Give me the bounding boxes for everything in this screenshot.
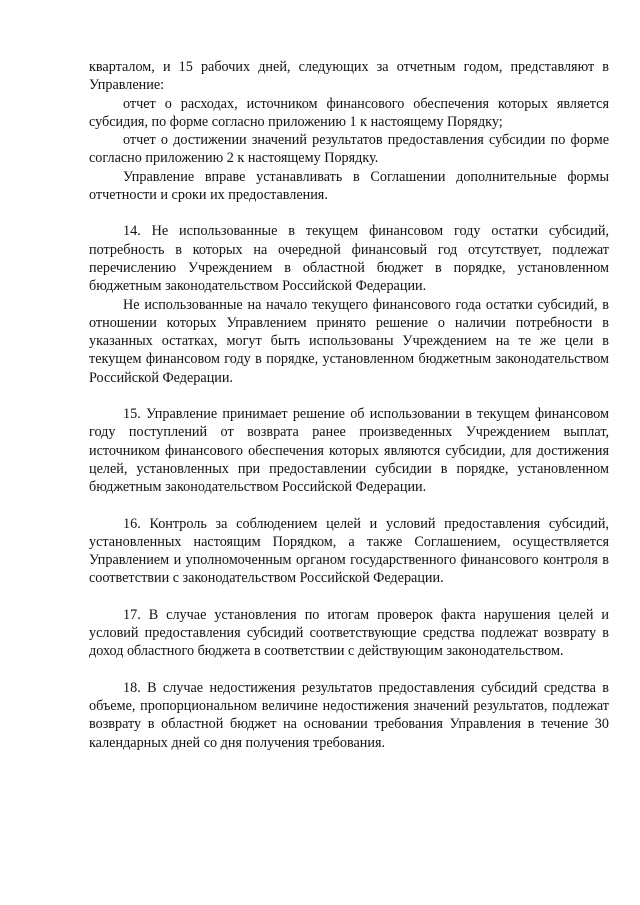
paragraph-additional-forms: Управление вправе устанавливать в Соглашении дополнительные формы отчетности и сроки их предоставления. bbox=[89, 168, 609, 204]
paragraph-clause-14: 14. Не использованные в текущем финансовом году остатки субсидий, потребность в которых на очередной финансовый год отсутствует, подлежат перечислению Учреждением в областной бюджет в порядке, установленном бюджетным законодательством Российской Федерации. bbox=[89, 223, 609, 295]
paragraph-clause-18: 18. В случае недостижения результатов предоставления субсидий средства в объеме, пропорциональном величине недостижения значений результатов, подлежат возврату в областной бюджет на основании требования Управления в течение 30 календарных дней со дня получения требования. bbox=[89, 679, 609, 751]
paragraph-reporting-deadline: кварталом, и 15 рабочих дней, следующих за отчетным годом, представляют в Управление: bbox=[89, 59, 609, 94]
paragraph-results-report: отчет о достижении значений результатов предоставления субсидии по форме согласно приложению 2 к настоящему Порядку. bbox=[89, 132, 609, 167]
paragraph-expense-report: отчет о расходах, источником финансового обеспечения которых является субсидия, по форме согласно приложению 1 к настоящему Порядку; bbox=[89, 95, 609, 130]
document-page bbox=[89, 58, 609, 752]
paragraph-clause-17: 17. В случае установления по итогам проверок факта нарушения целей и условий предоставления субсидий соответствующие средства подлежат возврату в доход областного бюджета в соответствии с действующим законодательством. bbox=[89, 606, 609, 660]
paragraph-clause-16: 16. Контроль за соблюдением целей и условий предоставления субсидий, установленных настоящим Порядком, а также Соглашением, осуществляется Управлением и уполномоченным органом государственного финансового контроля в соответствии с законодательством Российской Федерации. bbox=[89, 515, 609, 587]
paragraph-clause-15: 15. Управление принимает решение об использовании в текущем финансовом году поступлений от возврата ранее произведенных Учреждением выплат, источником финансового обеспечения которых являются субсидии, для достижения целей, установленных при предоставлении субсидии в порядке, установленном бюджетным законодательством Российской Федерации. bbox=[89, 406, 609, 496]
paragraph-clause-14-continued: Не использованные на начало текущего финансового года остатки субсидий, в отношении которых Управлением принято решение о наличии потребности в указанных остатках, могут быть использованы Учреждением на те же цели в текущем финансовом году в порядке, установленном бюджетным законодательством Российской Федерации. bbox=[89, 296, 609, 386]
